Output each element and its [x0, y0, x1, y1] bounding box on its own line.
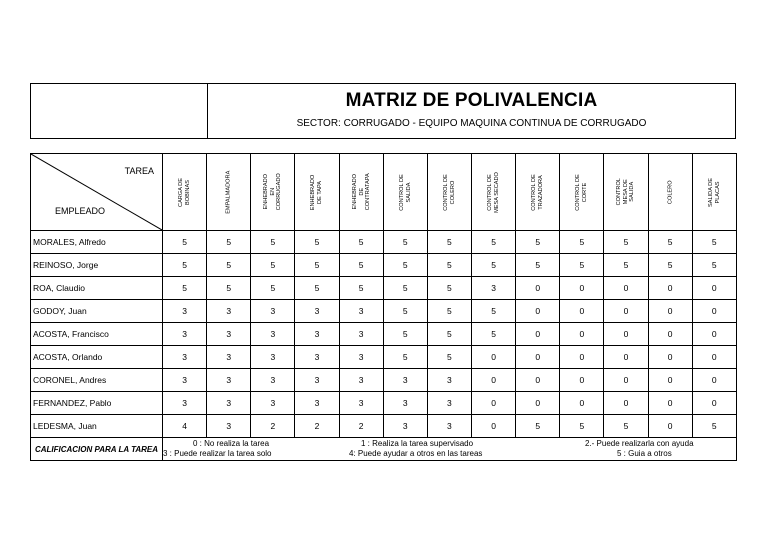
- score-cell: 5: [427, 300, 471, 323]
- employee-name: CORONEL, Andres: [31, 369, 163, 392]
- task-header-1: [207, 154, 251, 231]
- score-cell: 3: [163, 323, 207, 346]
- score-cell: 3: [339, 323, 383, 346]
- legend-item-0: 0 : No realiza la tarea: [193, 439, 270, 448]
- score-cell: 3: [339, 369, 383, 392]
- score-cell: 0: [648, 415, 692, 438]
- employee-name: ROA, Claudio: [31, 277, 163, 300]
- score-cell: 0: [471, 346, 515, 369]
- table-row: [31, 254, 737, 277]
- task-header-label: CONTROL DE MESA SECADO: [487, 171, 500, 213]
- legend-item-2: 2.- Puede realizarla con ayuda: [585, 439, 694, 448]
- score-cell: 5: [207, 254, 251, 277]
- score-cell: 0: [560, 369, 604, 392]
- legend-item-4: 4: Puede ayudar a otros en las tareas: [349, 449, 483, 458]
- score-cell: 5: [692, 231, 736, 254]
- task-header-11: [648, 154, 692, 231]
- score-cell: 3: [207, 346, 251, 369]
- task-header-label: CONTROL DE SALIDA: [398, 173, 412, 211]
- score-cell: 5: [648, 254, 692, 277]
- score-cell: 3: [207, 300, 251, 323]
- corner-task-label: TAREA: [124, 166, 154, 176]
- score-cell: 5: [560, 254, 604, 277]
- score-cell: 3: [163, 392, 207, 415]
- score-cell: 3: [207, 323, 251, 346]
- score-cell: 5: [295, 254, 339, 277]
- score-cell: 5: [295, 277, 339, 300]
- score-cell: 5: [163, 277, 207, 300]
- legend-item-3: 3 : Puede realizar la tarea solo: [163, 449, 272, 458]
- score-cell: 3: [295, 392, 339, 415]
- page-title: MATRIZ DE POLIVALENCIA: [345, 90, 598, 111]
- score-cell: 0: [516, 323, 560, 346]
- score-cell: 3: [295, 369, 339, 392]
- score-cell: 0: [692, 392, 736, 415]
- score-cell: 0: [471, 392, 515, 415]
- score-cell: 3: [251, 392, 295, 415]
- score-cell: 5: [207, 277, 251, 300]
- score-cell: 0: [648, 277, 692, 300]
- score-cell: 0: [516, 369, 560, 392]
- legend-cell: [163, 438, 737, 461]
- score-cell: 5: [383, 254, 427, 277]
- score-cell: 3: [339, 300, 383, 323]
- score-cell: 2: [295, 415, 339, 438]
- task-header-label: ENHEBRADO DE TAPA: [310, 174, 323, 210]
- score-cell: 0: [692, 300, 736, 323]
- employee-name: FERNANDEZ, Pablo: [31, 392, 163, 415]
- score-cell: 3: [383, 369, 427, 392]
- score-cell: 5: [471, 231, 515, 254]
- score-cell: 3: [163, 369, 207, 392]
- task-header-9: [560, 154, 604, 231]
- task-header-0: [163, 154, 207, 231]
- table-row: [31, 231, 737, 254]
- task-header-label: COLERO: [666, 180, 673, 204]
- task-header-10: [604, 154, 648, 231]
- score-cell: 2: [251, 415, 295, 438]
- task-header-label: CONTROL MESA DE SALIDA: [616, 178, 636, 206]
- employee-name: ACOSTA, Orlando: [31, 346, 163, 369]
- employee-name: ACOSTA, Francisco: [31, 323, 163, 346]
- score-cell: 0: [471, 415, 515, 438]
- score-cell: 5: [692, 254, 736, 277]
- score-cell: 5: [251, 277, 295, 300]
- score-cell: 4: [163, 415, 207, 438]
- task-header-label: ENHEBRADO EN CORRUGADO: [263, 173, 283, 211]
- score-cell: 5: [471, 300, 515, 323]
- score-cell: 3: [207, 369, 251, 392]
- task-header-4: [339, 154, 383, 231]
- score-cell: 5: [604, 254, 648, 277]
- score-cell: 5: [604, 231, 648, 254]
- sheet-header: [30, 83, 736, 139]
- task-header-8: [516, 154, 560, 231]
- task-header-12: [692, 154, 736, 231]
- task-header-label: SALIDA DE PLACAS: [707, 177, 721, 207]
- score-cell: 0: [560, 277, 604, 300]
- page-subtitle: SECTOR: CORRUGADO - EQUIPO MAQUINA CONTINUA DE CORRUGADO: [296, 118, 647, 129]
- score-cell: 0: [516, 346, 560, 369]
- employee-name: GODOY, Juan: [31, 300, 163, 323]
- score-cell: 0: [692, 369, 736, 392]
- score-cell: 5: [163, 231, 207, 254]
- score-cell: 3: [339, 346, 383, 369]
- task-header-label: EMPALMADORA: [225, 170, 232, 214]
- score-cell: 5: [251, 231, 295, 254]
- corner-cell: [31, 154, 163, 231]
- score-cell: 5: [339, 231, 383, 254]
- score-cell: 3: [251, 323, 295, 346]
- score-cell: 0: [692, 323, 736, 346]
- score-cell: 5: [383, 323, 427, 346]
- score-cell: 3: [471, 277, 515, 300]
- score-cell: 5: [471, 254, 515, 277]
- score-cell: 2: [339, 415, 383, 438]
- legend-title: CALIFICACION PARA LA TAREA: [31, 438, 163, 461]
- polyvalence-matrix: [30, 153, 737, 461]
- score-cell: 5: [604, 415, 648, 438]
- legend-item-1: 1 : Realiza la tarea supervisado: [361, 439, 474, 448]
- score-cell: 0: [604, 369, 648, 392]
- score-cell: 3: [295, 300, 339, 323]
- score-cell: 3: [427, 392, 471, 415]
- score-cell: 0: [471, 369, 515, 392]
- score-cell: 3: [427, 369, 471, 392]
- score-cell: 3: [295, 323, 339, 346]
- score-cell: 5: [692, 415, 736, 438]
- legend-row: [31, 438, 737, 461]
- score-cell: 3: [251, 346, 295, 369]
- score-cell: 3: [427, 415, 471, 438]
- task-header-label: CONTROL DE TRAZADORA: [531, 173, 544, 211]
- score-cell: 5: [427, 254, 471, 277]
- score-cell: 3: [207, 392, 251, 415]
- score-cell: 0: [648, 369, 692, 392]
- score-cell: 5: [295, 231, 339, 254]
- score-cell: 0: [648, 346, 692, 369]
- score-cell: 5: [471, 323, 515, 346]
- legend-items: [163, 438, 736, 460]
- score-cell: 0: [604, 323, 648, 346]
- score-cell: 0: [604, 346, 648, 369]
- score-cell: 0: [648, 323, 692, 346]
- employee-name: MORALES, Alfredo: [31, 231, 163, 254]
- score-cell: 5: [648, 231, 692, 254]
- task-header-5: [383, 154, 427, 231]
- table-row: [31, 277, 737, 300]
- score-cell: 5: [163, 254, 207, 277]
- score-cell: 5: [516, 254, 560, 277]
- score-cell: 3: [251, 369, 295, 392]
- score-cell: 3: [383, 392, 427, 415]
- employee-name: LEDESMA, Juan: [31, 415, 163, 438]
- table-row: [31, 369, 737, 392]
- task-header-7: [471, 154, 515, 231]
- table-row: [31, 323, 737, 346]
- score-cell: 5: [516, 415, 560, 438]
- table-row: [31, 415, 737, 438]
- corner-employee-label: EMPLEADO: [55, 206, 106, 216]
- score-cell: 0: [560, 346, 604, 369]
- score-cell: 5: [560, 231, 604, 254]
- score-cell: 0: [648, 392, 692, 415]
- score-cell: 3: [207, 415, 251, 438]
- table-row: [31, 392, 737, 415]
- matrix-header-row: [31, 154, 737, 231]
- score-cell: 5: [427, 323, 471, 346]
- score-cell: 5: [427, 231, 471, 254]
- task-header-label: CONTROL DE COLERO: [442, 173, 456, 211]
- score-cell: 0: [516, 392, 560, 415]
- score-cell: 5: [560, 415, 604, 438]
- task-header-label: CONTROL DE CORTE: [575, 173, 588, 211]
- task-header-2: [251, 154, 295, 231]
- score-cell: 3: [251, 300, 295, 323]
- score-cell: 3: [383, 415, 427, 438]
- score-cell: 5: [516, 231, 560, 254]
- task-header-6: [427, 154, 471, 231]
- table-row: [31, 346, 737, 369]
- score-cell: 5: [383, 300, 427, 323]
- score-cell: 5: [383, 231, 427, 254]
- score-cell: 0: [692, 346, 736, 369]
- score-cell: 5: [339, 277, 383, 300]
- score-cell: 0: [560, 392, 604, 415]
- employee-name: REINOSO, Jorge: [31, 254, 163, 277]
- score-cell: 0: [516, 300, 560, 323]
- task-header-label: ENHEBRADO DE CONTRATAPA: [351, 173, 371, 211]
- score-cell: 0: [560, 300, 604, 323]
- score-cell: 0: [692, 277, 736, 300]
- task-header-3: [295, 154, 339, 231]
- score-cell: 0: [516, 277, 560, 300]
- score-cell: 5: [427, 277, 471, 300]
- score-cell: 3: [163, 300, 207, 323]
- score-cell: 3: [163, 346, 207, 369]
- score-cell: 3: [295, 346, 339, 369]
- score-cell: 0: [604, 277, 648, 300]
- legend-item-5: 5 : Guia a otros: [617, 449, 672, 458]
- logo-cell: [31, 84, 208, 138]
- score-cell: 5: [207, 231, 251, 254]
- matrix-body: [31, 231, 737, 461]
- score-cell: 0: [560, 323, 604, 346]
- score-cell: 5: [427, 346, 471, 369]
- score-cell: 5: [251, 254, 295, 277]
- score-cell: 5: [383, 346, 427, 369]
- score-cell: 5: [339, 254, 383, 277]
- score-cell: 0: [604, 300, 648, 323]
- score-cell: 3: [339, 392, 383, 415]
- score-cell: 0: [604, 392, 648, 415]
- table-row: [31, 300, 737, 323]
- score-cell: 5: [383, 277, 427, 300]
- task-header-label: CARGA DE BOBINAS: [178, 177, 191, 207]
- score-cell: 0: [648, 300, 692, 323]
- polyvalence-sheet: [30, 83, 736, 458]
